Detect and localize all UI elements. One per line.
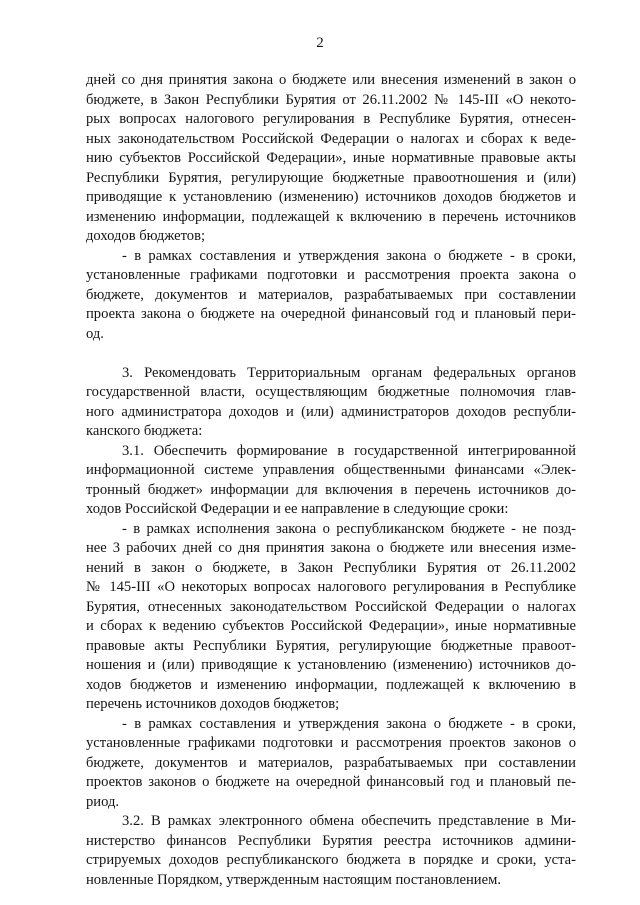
text-line: доходов бюджетов; [86, 228, 206, 244]
text-line: ных законодательством Российской Федерации о налогах и сборах к веде- [86, 130, 576, 147]
text-line: установленные графиками подготовки и рассмотрения проекта закона о [86, 267, 576, 283]
paragraph-gap [86, 344, 576, 364]
text-line: приводящие к установлению (изменению) источников доходов бюджетов и [86, 189, 576, 205]
text-line: 3.2. В рамках электронного обмена обеспечить представление в Ми- [122, 813, 576, 829]
text-line: и сборах к ведению субъектов Российской Федерации», иные нормативные [86, 618, 576, 634]
text-line: бюджете, документов и материалов, разрабатываемых при составлении [86, 286, 576, 303]
text-line: рых вопросах налогового регулирования в Республике Бурятия, отнесен- [86, 111, 576, 127]
text-line: проектов законов о бюджете на очередной финансовый год и плановый пе- [86, 774, 576, 790]
text-line: Республики Бурятия, регулирующие бюджетные правоотношения и (или) [86, 169, 576, 186]
text-line: № 145-III «О некоторых вопросах налогового регулирования в Республике [86, 579, 576, 595]
text-line: - в рамках исполнения закона о республиканском бюджете - не позд- [122, 520, 576, 537]
text-line: дней со дня принятия закона о бюджете или внесения изменений в закон о [86, 72, 576, 88]
text-line: новленные Порядком, утвержденным настоящим постановлением. [86, 871, 501, 888]
text-line: изменению информации, подлежащей к включению в перечень источников [86, 208, 576, 225]
text-line: правовые акты Республики Бурятия, регулирующие бюджетные правоот- [86, 637, 576, 654]
text-line: ношения и (или) приводящие к установлению (изменению) источников до- [86, 657, 576, 673]
text-line: риод. [86, 793, 120, 810]
text-line: установленные графиками подготовки и рассмотрения проектов законов о [86, 735, 576, 751]
text-line: 3. Рекомендовать Территориальным органам федеральных органов [122, 364, 576, 381]
text-line: нию субъектов Российской Федерации», иные нормативные правовые акты [86, 150, 576, 166]
text-line: ходов бюджетов и изменению информации, подлежащей к включению в [86, 676, 576, 693]
text-line: информационной системе управления общественными финансами «Элек- [86, 462, 576, 478]
text-line: канского бюджета: [86, 423, 203, 439]
document-body [86, 71, 576, 890]
text-line: нений в закон о бюджете, в Закон Республики Бурятия от 26.11.2002 [86, 559, 576, 576]
text-line: ходов Российской Федерации и ее направление в следующие сроки: [86, 501, 509, 517]
text-line: - в рамках составления и утверждения закона о бюджете - в сроки, [122, 247, 576, 264]
text-line: Бурятия, отнесенных законодательством Российской Федерации о налогах [86, 598, 576, 615]
text-line: бюджете, в Закон Республики Бурятия от 26.11.2002 № 145-III «О некото- [86, 91, 576, 108]
text-line: тронный бюджет» информации для включения в перечень источников до- [86, 481, 576, 498]
text-line: ного администратора доходов и (или) администраторов доходов республи- [86, 403, 576, 420]
text-line: перечень источников доходов бюджетов; [86, 696, 340, 712]
text-line: стрируемых доходов республиканского бюджета в порядке и сроки, уста- [86, 852, 576, 868]
text-line: бюджете, документов и материалов, разрабатываемых при составлении [86, 754, 576, 771]
page-number: 2 [316, 35, 324, 51]
text-line: од. [86, 325, 104, 342]
text-line: нее 3 рабочих дней со дня принятия закона о бюджете или внесения изме- [86, 540, 576, 556]
text-line: государственной власти, осуществляющим бюджетные полномочия глав- [86, 384, 576, 400]
text-line: нистерство финансов Республики Бурятия реестра источников админи- [86, 832, 576, 849]
text-line: 3.1. Обеспечить формирование в государственной интегрированной [122, 442, 576, 459]
text-line: проекта закона о бюджете на очередной финансовый год и плановый пери- [86, 306, 576, 322]
text-line: - в рамках составления и утверждения закона о бюджете - в сроки, [122, 715, 576, 732]
